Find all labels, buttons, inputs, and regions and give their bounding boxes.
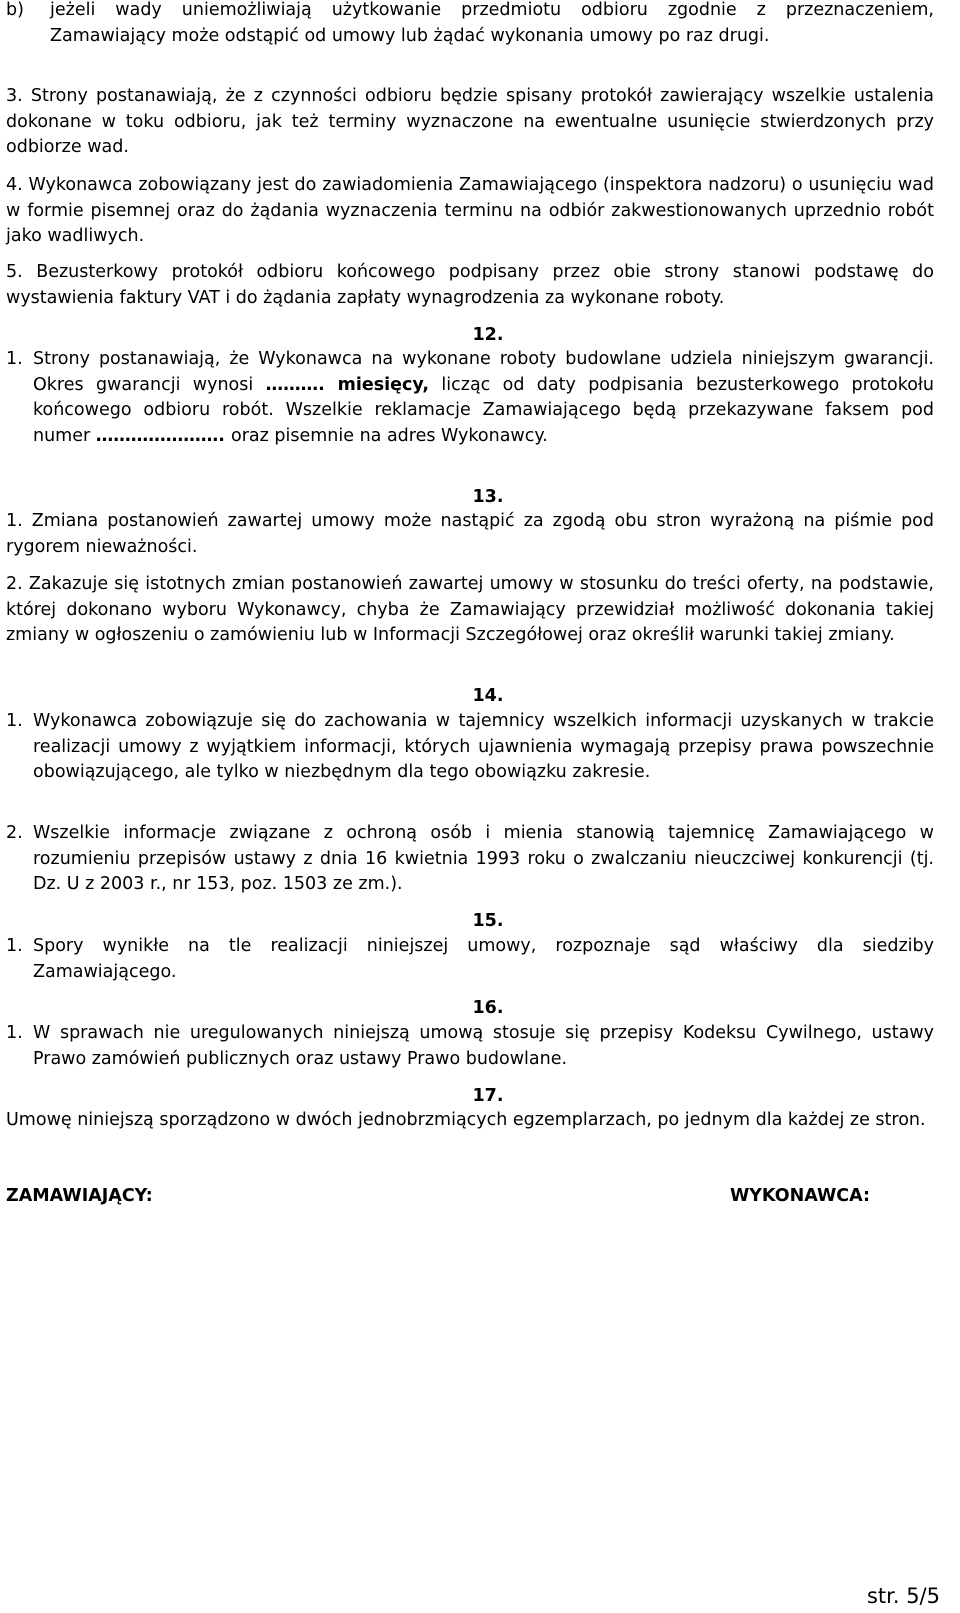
- section-14-item-2: [6, 821, 934, 898]
- section-13-paragraph-2: 2. Zakazuje się istotnych zmian postanowień zawartej umowy w stosunku do treści oferty, na podstawie, której dokonano wyboru Wykonawcy, chyba że Zamawiający przewidział możliwość dokonania takiej zmiany w ogłoszeniu o zamówieniu lub w Informacji Szczegółowej oraz określił warunki takiej zmiany.: [6, 574, 934, 646]
- section-13-heading: 13.: [472, 487, 504, 507]
- section-14-item-1-text: Wykonawca zobowiązuje się do zachowania w tajemnicy wszelkich informacji uzyskanych w trakcie realizacji umowy z wyjątkiem informacji, których ujawnienia wymagają przepisy prawa powszechnie obowiązującego, ale tylko w niezbędnym dla tego obowiązku zakresie.: [33, 711, 934, 783]
- warranty-text-b: licząc od daty podpisania bezusterkowego protokołu końcowego odbioru robót. Wszelkie reklamacje Zamawiającego będą przekazywane faksem pod numer: [33, 374, 934, 446]
- signature-block: [6, 1184, 934, 1210]
- paragraph-4: 4. Wykonawca zobowiązany jest do zawiadomienia Zamawiającego (inspektora nadzoru) o usunięciu wad w formie pisemnej oraz do żądania wyznaczenia terminu na odbiór zakwestionowanych uprzednio robót jako wadliwych.: [6, 175, 934, 247]
- item-b: [6, 0, 934, 49]
- section-14-item-1-number: 1.: [6, 711, 23, 731]
- item-b-text: jeżeli wady uniemożliwiają użytkowanie przedmiotu odbioru zgodnie z przeznaczeniem, Zamawiający może odstąpić od umowy lub żądać wykonania umowy po raz drugi.: [50, 0, 934, 46]
- page-number: str. 5/5: [866, 1584, 940, 1608]
- section-17-paragraph: Umowę niniejszą sporządzono w dwóch jednobrzmiących egzemplarzach, po jednym dla każdej ze stron.: [6, 1110, 926, 1130]
- section-15-heading: 15.: [472, 911, 504, 931]
- section-12-item-1: [6, 347, 934, 449]
- item-b-number: b): [6, 0, 24, 20]
- warranty-months: ………. miesięcy,: [265, 374, 430, 395]
- warranty-text-a: Strony postanawiają, że Wykonawca na wykonane roboty budowlane udziela niniejszym gwarancji. Okres gwarancji wynosi: [33, 349, 934, 395]
- paragraph-5: 5. Bezusterkowy protokół odbioru końcowego podpisany przez obie strony stanowi podstawę do wystawienia faktury VAT i do żądania zapłaty wynagrodzenia za wykonane roboty.: [6, 262, 934, 308]
- section-13-paragraph-1: 1. Zmiana postanowień zawartej umowy może nastąpić za zgodą obu stron wyrażoną na piśmie pod rygorem nieważności.: [6, 511, 934, 557]
- section-16-heading: 16.: [472, 998, 504, 1018]
- section-14-item-1: [6, 709, 934, 786]
- section-14-item-2-text: Wszelkie informacje związane z ochroną osób i mienia stanowią tajemnicę Zamawiającego w rozumieniu przepisów ustawy z dnia 16 kwietnia 1993 roku o zwalczaniu nieuczciwej konkurencji (tj. Dz. U z 2003 r., nr 153, poz. 1503 ze zm.).: [33, 823, 934, 895]
- warranty-text-c: oraz pisemnie na adres Wykonawcy.: [231, 425, 548, 446]
- signature-wykonawca: WYKONAWCA:: [729, 1186, 870, 1206]
- signature-zamawiajacy: ZAMAWIAJĄCY:: [6, 1186, 153, 1206]
- section-14-heading: 14.: [472, 686, 504, 706]
- section-12-item-1-number: 1.: [6, 349, 23, 369]
- section-16-item-1-number: 1.: [6, 1023, 23, 1043]
- paragraph-3: 3. Strony postanawiają, że z czynności odbioru będzie spisany protokół zawierający wszelkie ustalenia dokonane w toku odbioru, jak też terminy wyznaczone na ewentualne usunięcie stwierdzonych przy odbiorze wad.: [6, 86, 934, 158]
- section-16-item-1-text: W sprawach nie uregulowanych niniejszą umową stosuje się przepisy Kodeksu Cywilnego, ustawy Prawo zamówień publicznych oraz ustawy Prawo budowlane.: [33, 1023, 934, 1069]
- section-15-item-1-number: 1.: [6, 936, 23, 956]
- fax-number: ………………….: [95, 425, 232, 446]
- section-14-item-2-number: 2.: [6, 823, 23, 843]
- section-16-item-1: [6, 1021, 934, 1072]
- section-15-item-1-text: Spory wynikłe na tle realizacji niniejszej umowy, rozpoznaje sąd właściwy dla siedziby Zamawiającego.: [33, 936, 934, 982]
- section-15-item-1: [6, 934, 934, 985]
- section-17-heading: 17.: [472, 1086, 504, 1106]
- section-12-heading: 12.: [472, 325, 504, 345]
- section-12-item-1-text: [33, 347, 934, 449]
